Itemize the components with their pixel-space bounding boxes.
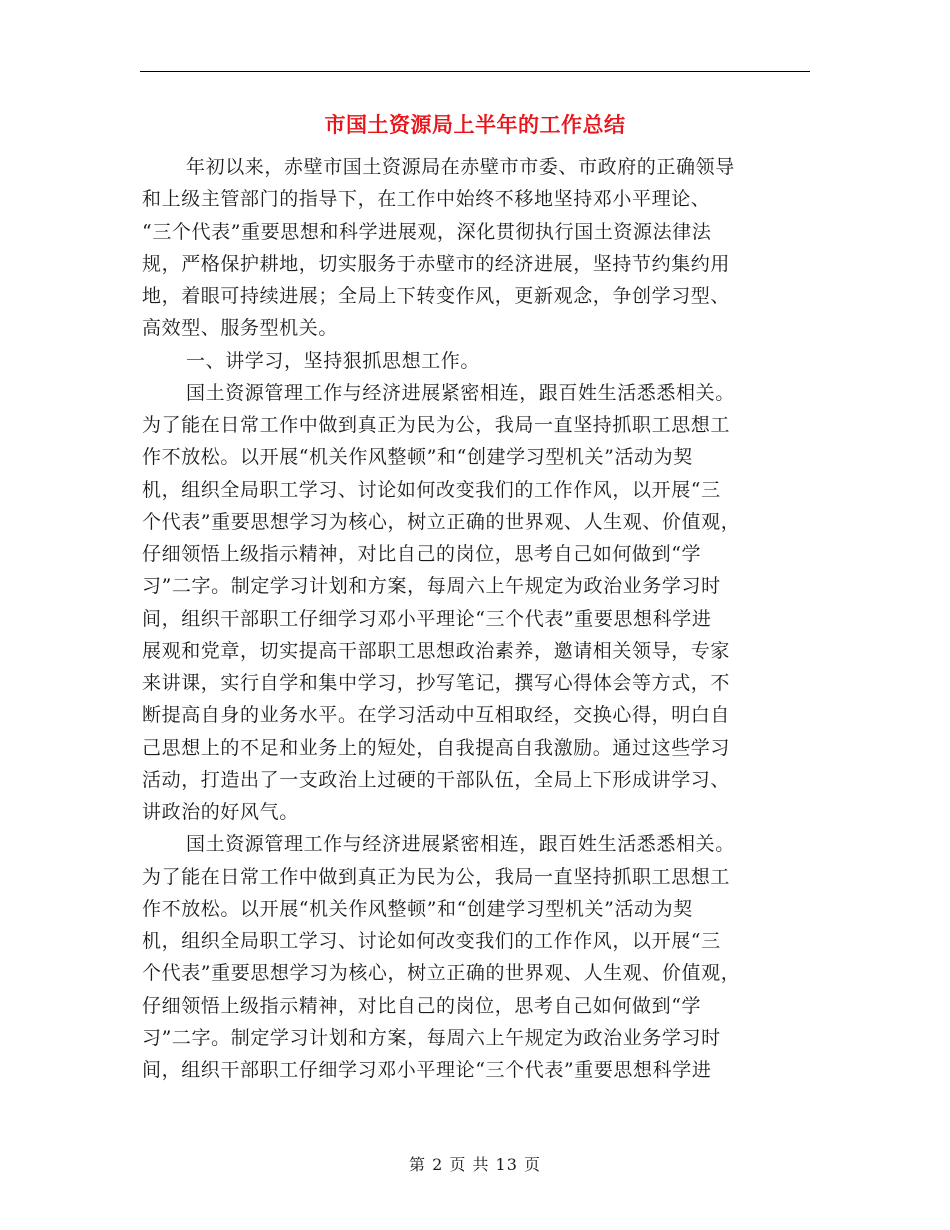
body-text-line: 高效型、服务型机关。 [142, 317, 339, 340]
body-text-line: 机，组织全局职工学习、讨论如何改变我们的工作作风，以开展“三 [142, 478, 721, 501]
body-text-line: 讲政治的好风气。 [142, 801, 299, 823]
body-text-line: 己思想上的不足和业务上的短处，自我提高自我激励。通过这些学习 [142, 736, 731, 759]
page-number-footer: 第 2 页 共 13 页 [409, 1155, 541, 1174]
body-text-line: 间，组织干部职工仔细学习邓小平理论“三个代表”重要思想科学进 [142, 1059, 712, 1081]
document-body [142, 151, 810, 1086]
body-text-line: “三个代表”重要思想和科学进展观，深化贯彻执行国土资源法律法 [142, 220, 712, 243]
body-text-line: 仔细领悟上级指示精神，对比自己的岗位，思考自己如何做到“学 [142, 994, 702, 1017]
body-text-line: 为了能在日常工作中做到真正为民为公，我局一直坚持抓职工思想工 [142, 414, 731, 436]
body-text-line: 来讲课，实行自学和集中学习，抄写笔记，撰写心得体会等方式，不 [142, 672, 731, 694]
body-text-line: 个代表”重要思想学习为核心，树立正确的世界观、人生观、价值观， [142, 510, 741, 533]
body-text-line: 断提高自身的业务水平。在学习活动中互相取经，交换心得，明白自 [142, 704, 731, 727]
body-text-line: 间，组织干部职工仔细学习邓小平理论“三个代表”重要思想科学进 [142, 607, 712, 630]
body-text-line: 一、讲学习，坚持狠抓思想工作。 [186, 349, 481, 372]
body-text-line: 展观和党章，切实提高干部职工思想政治素养，邀请相关领导，专家 [142, 639, 731, 662]
document-title: 市国土资源局上半年的工作总结 [324, 113, 626, 137]
body-text-line: 作不放松。以开展“机关作风整顿”和“创建学习型机关”活动为契 [142, 897, 693, 920]
body-text-line: 习”二字。制定学习计划和方案，每周六上午规定为政治业务学习时 [142, 1026, 721, 1049]
body-text-line: 和上级主管部门的指导下，在工作中始终不移地坚持邓小平理论、 [142, 188, 711, 211]
body-text-line: 作不放松。以开展“机关作风整顿”和“创建学习型机关”活动为契 [142, 446, 693, 469]
body-text-line: 仔细领悟上级指示精神，对比自己的岗位，思考自己如何做到“学 [142, 543, 702, 565]
body-text-line: 习”二字。制定学习计划和方案，每周六上午规定为政治业务学习时 [142, 575, 721, 598]
body-text-line: 年初以来，赤壁市国土资源局在赤壁市市委、市政府的正确领导 [186, 156, 735, 178]
body-text-line: 规，严格保护耕地，切实服务于赤壁市的经济进展，坚持节约集约用 [142, 252, 731, 275]
header-rule [140, 71, 810, 72]
body-text-line: 机，组织全局职工学习、讨论如何改变我们的工作作风，以开展“三 [142, 930, 721, 952]
body-text-line: 为了能在日常工作中做到真正为民为公，我局一直坚持抓职工思想工 [142, 865, 731, 888]
body-text-line: 国土资源管理工作与经济进展紧密相连，跟百姓生活悉悉相关。 [186, 833, 735, 856]
body-text-line: 国土资源管理工作与经济进展紧密相连，跟百姓生活悉悉相关。 [186, 381, 735, 404]
body-text-line: 地，着眼可持续进展；全局上下转变作风，更新观念，争创学习型、 [142, 285, 731, 307]
body-text-line: 活动，打造出了一支政治上过硬的干部队伍，全局上下形成讲学习、 [142, 768, 731, 791]
body-text-line: 个代表”重要思想学习为核心，树立正确的世界观、人生观、价值观， [142, 962, 741, 985]
